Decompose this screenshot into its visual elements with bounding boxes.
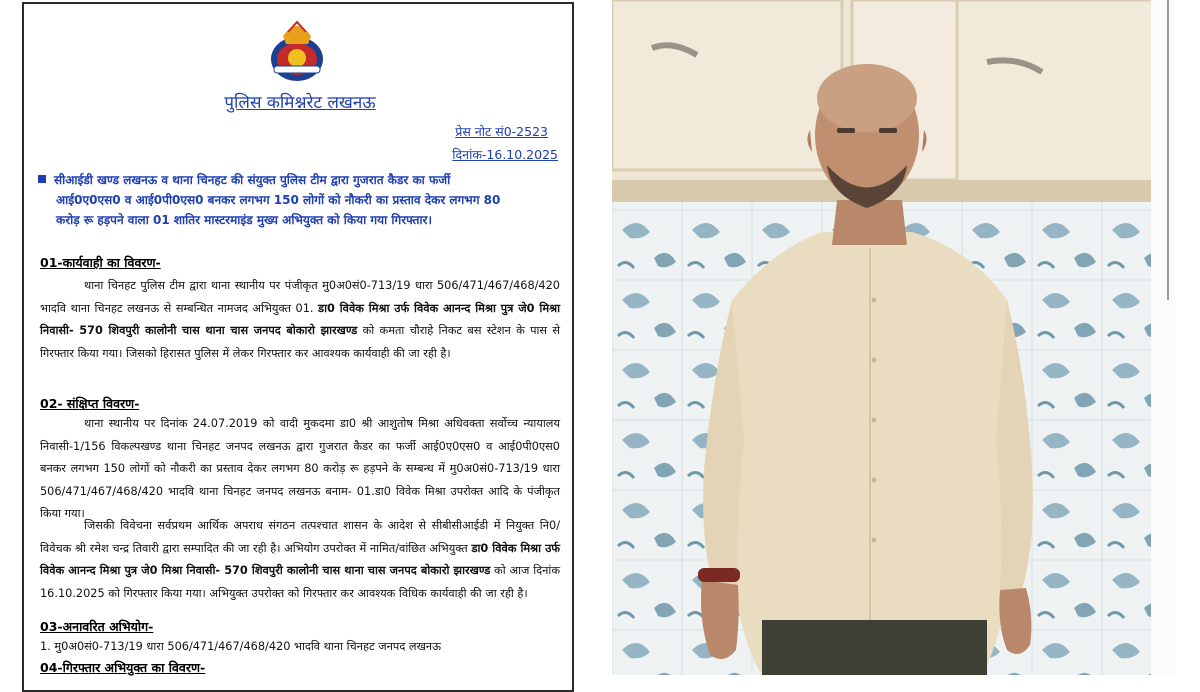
accused-name: डा0 विवेक मिश्रा उर्फ विवेक आनन्द मिश्रा पुत्र जे0 मिश्रा निवासी- 570 शिवपुरी कालोनी चास थाना चास जनपद बोकारो झारखण्ड — [40, 301, 560, 337]
up-police-emblem-icon — [266, 14, 328, 84]
section-2-body — [40, 413, 560, 526]
section-2-text: थाना स्थानीय पर दिनांक 24.07.2019 को वादी मुकदमा डा0 श्री आशुतोष मिश्रा अधिवक्ता सर्वोच्च न्यायालय निवासी-1/156 विकल्पखण्ड थाना चिनहट जनपद लखनऊ द्वारा गुजरात कैडर का फर्जी आई0ए0एस0 व आई0पी0एस0 बनकर लगभग 150 लोगों को नौकरी का प्रस्ताव देकर लगभग 80 करोड़ रू हड़पने के सम्बन्ध में मु0अ0सं0-713/19 धारा 506/471/467/468/420 भादवि थाना चिनहट जनपद लखनऊ बनाम- 01.डा0 विवेक मिश्रा उपरोक्त आदि के पंजीकृत किया गया। — [40, 417, 560, 520]
org-title: पुलिस कमिश्नरेट लखनऊ — [224, 93, 376, 113]
press-note-number: प्रेस नोट सं0-2523 — [455, 124, 548, 139]
bullet-icon — [38, 175, 46, 183]
section-4-title: 04-गिरफ्तार अभियुक्त का विवरण- — [40, 660, 206, 675]
accused-photo — [612, 0, 1175, 675]
section-3-item: 1. मु0अ0सं0-713/19 धारा 506/471/467/468/420 भादवि थाना चिनहट जनपद लखनऊ — [40, 640, 441, 653]
section-2-title: 02- संक्षिप्त विवरण- — [40, 396, 140, 411]
accused-name-2: डा0 विवेक मिश्रा उर्फ विवेक आनन्द मिश्रा पुत्र जे0 मिश्रा निवासी- 570 शिवपुरी कालोनी चास थाना चास जनपद बोकारो झारखण्ड — [40, 541, 560, 577]
section-2-text-3: को आज दिनांक 16.10.2025 को गिरफ्तार किया गया। अभियुक्त उपरोक्त को गिरफ्तार कर आवश्यक विधिक कार्यवाही की जा रही है। — [40, 564, 560, 600]
scrollbar-track[interactable] — [1151, 0, 1175, 675]
headline-line-3: करोड़ रू हड़पने वाला 01 शातिर मास्टरमाइंड मुख्य अभियुक्त को किया गया गिरफ्तार। — [56, 213, 433, 227]
headline — [38, 170, 560, 230]
press-note-date: दिनांक-16.10.2025 — [452, 147, 558, 162]
section-1-text: थाना चिनहट पुलिस टीम द्वारा थाना स्थानीय पर पंजीकृत मु0अ0सं0-713/19 धारा 506/471/467/468/420 भादवि थाना चिनहट लखनऊ से सम्बन्धित नामजद अभियुक्त 01. — [40, 279, 560, 315]
section-3-title: 03-अनावरित अभियोग- — [40, 619, 154, 634]
section-2-body-2 — [40, 515, 560, 605]
photo-scene — [612, 0, 1175, 675]
section-1-body — [40, 275, 560, 365]
section-1-text-cont: को कमता चौराहे निकट बस स्टेशन के पास से गिरफ्तार किया गया। जिसको हिरासत पुलिस में लेकर गिरफ्तार कर आवश्यक कार्यवाही की जा रही है। — [40, 324, 560, 360]
headline-line-2: आई0ए0एस0 व आई0पी0एस0 बनकर लगभग 150 लोगों को नौकरी का प्रस्ताव देकर लगभग 80 — [56, 193, 501, 207]
section-2-text-2: जिसकी विवेचना सर्वप्रथम आर्थिक अपराध संगठन तत्पश्चात शासन के आदेश से सीबीसीआईडी में नियुक्त नि0/विवेचक श्री रमेश चन्द्र तिवारी द्वारा सम्पादित की जा रही है। अभियोग उपरोक्त में नामित/वांछित अभियुक्त — [40, 519, 560, 555]
scrollbar-thumb[interactable] — [1167, 0, 1169, 300]
section-1-title: 01-कार्यवाही का विवरण- — [40, 255, 161, 270]
press-note-document — [22, 2, 574, 692]
headline-line-1: सीआईडी खण्ड लखनऊ व थाना चिनहट की संयुक्त पुलिस टीम द्वारा गुजरात कैडर का फर्जी — [54, 173, 451, 187]
